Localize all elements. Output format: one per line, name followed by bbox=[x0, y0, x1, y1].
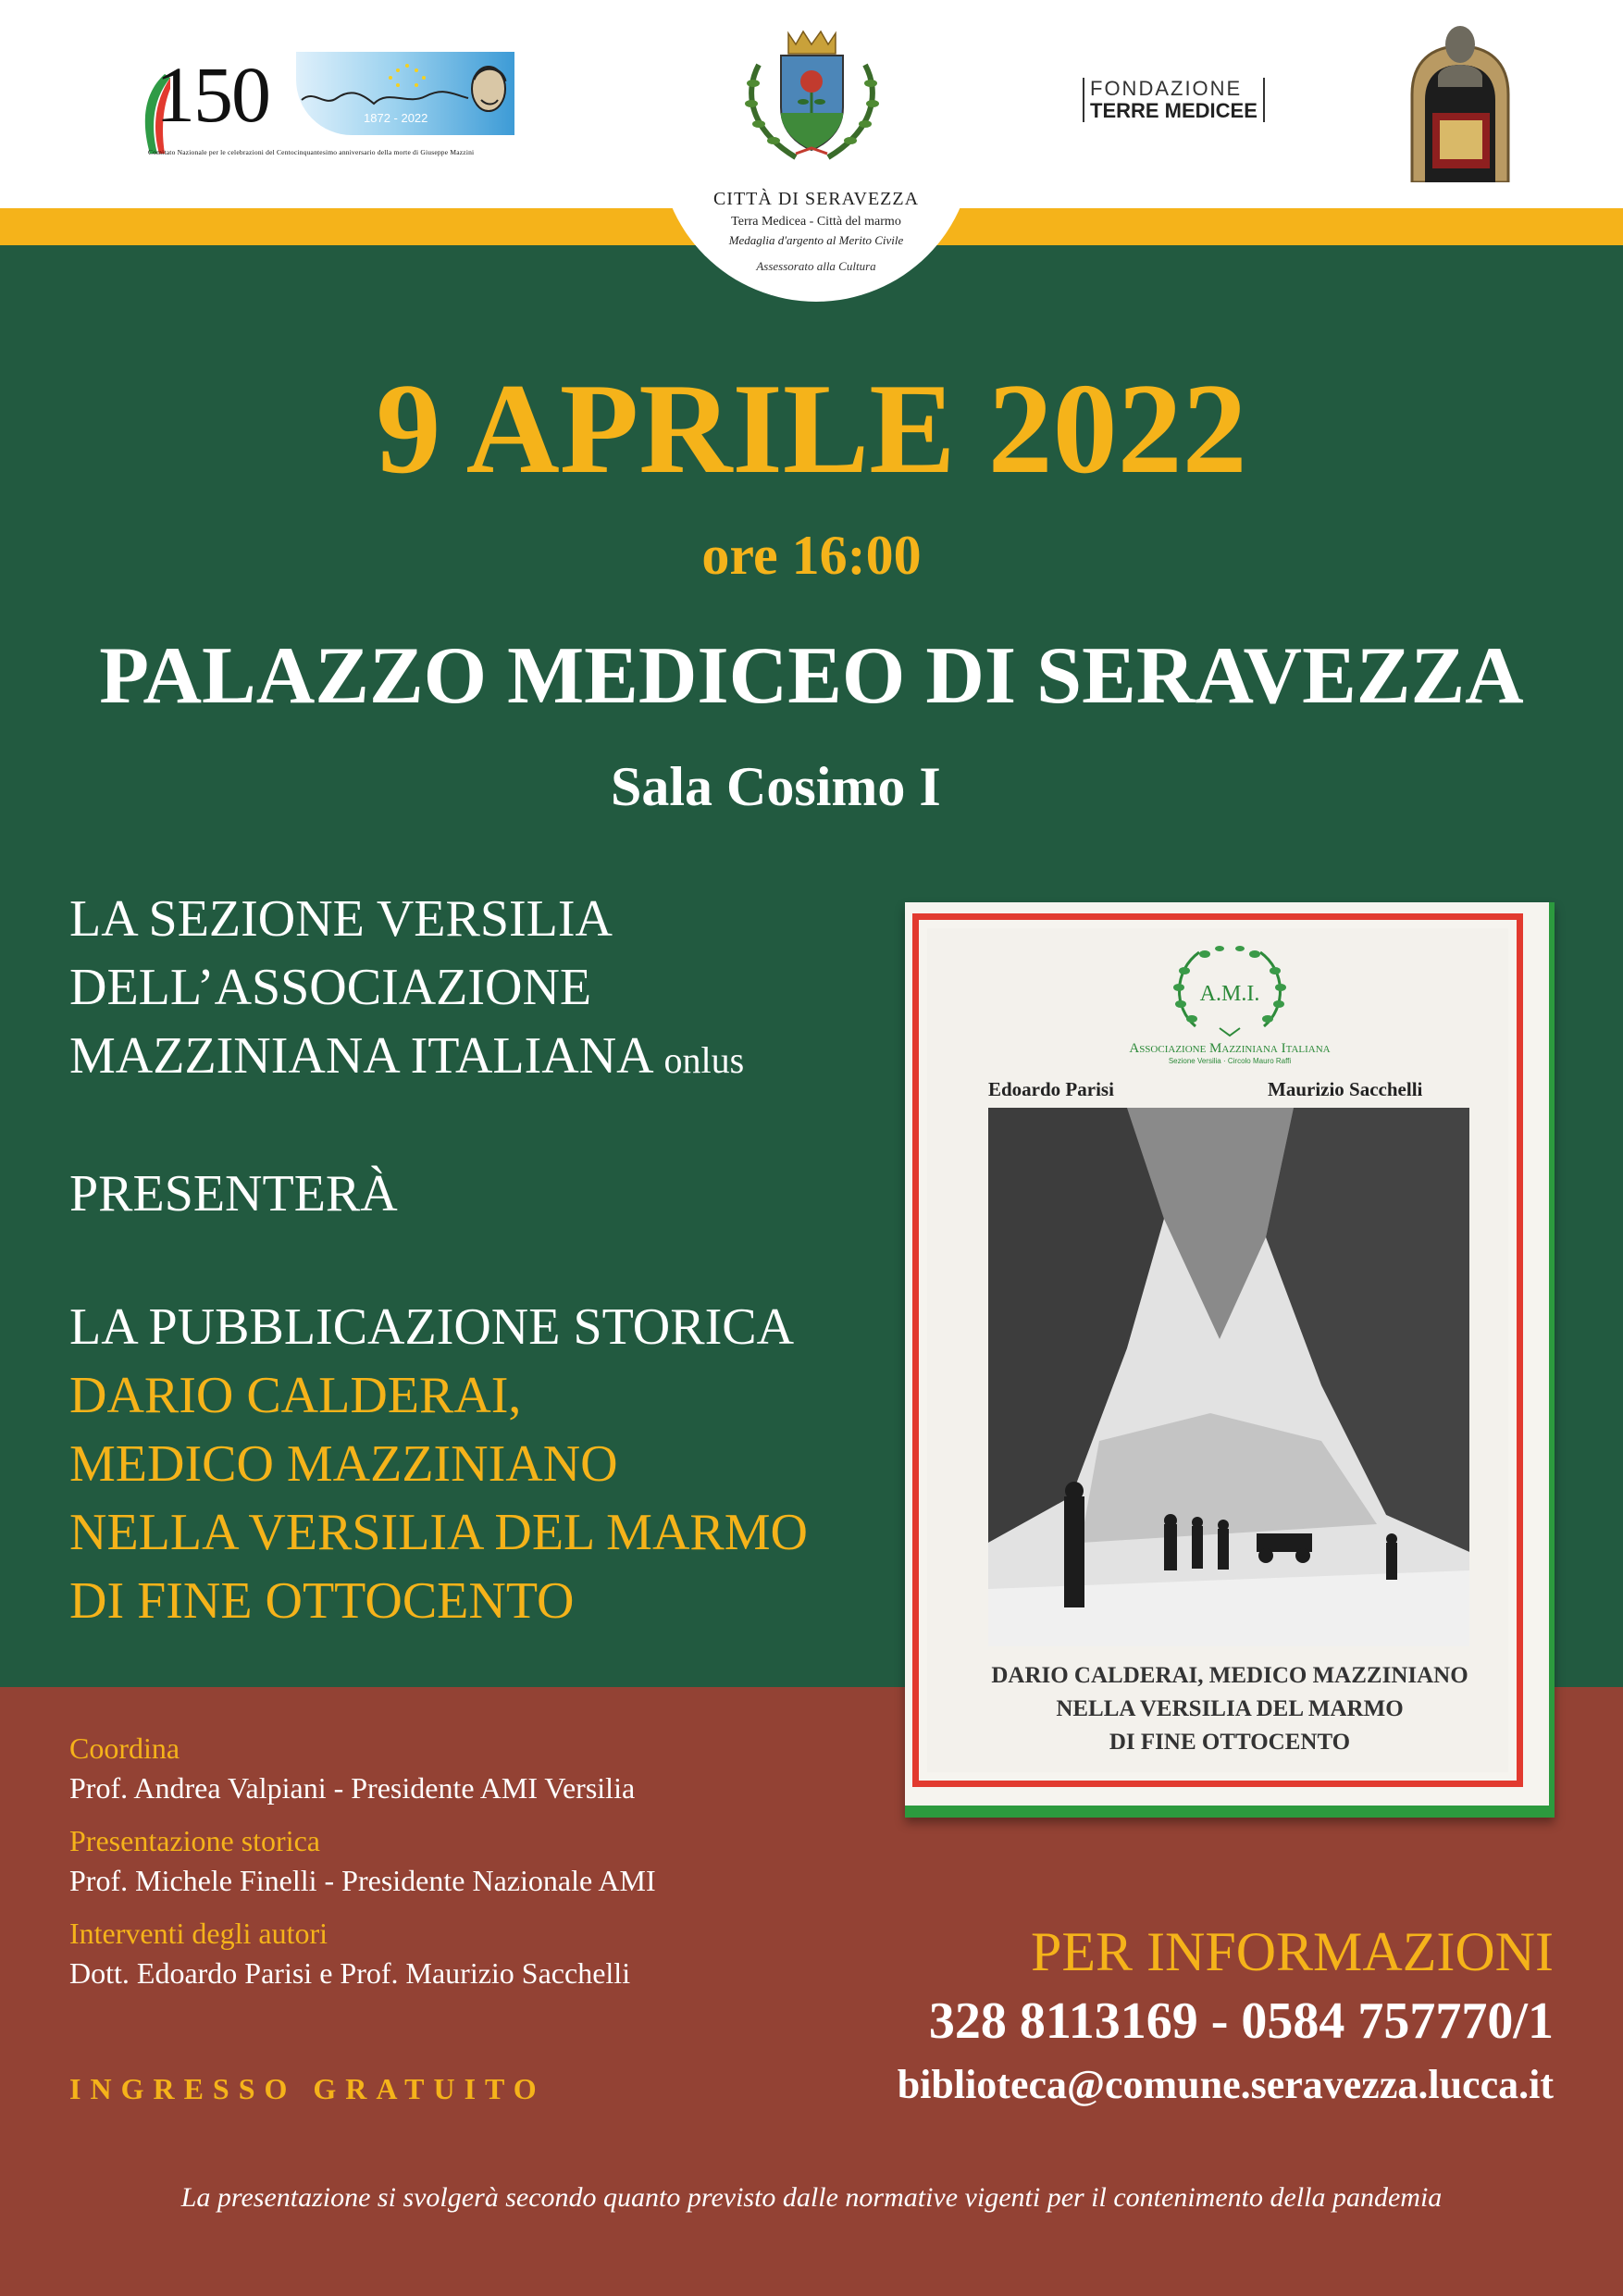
book-author-left: Edoardo Parisi bbox=[988, 1078, 1114, 1100]
bust-shrine-logo-icon bbox=[1405, 20, 1516, 182]
publication-intro: LA PUBBLICAZIONE STORICA bbox=[69, 1298, 795, 1356]
announcement-block bbox=[69, 885, 744, 1095]
comune-name: CITTÀ DI SERAVEZZA bbox=[712, 189, 920, 209]
publication-title-line: MEDICO MAZZINIANO bbox=[69, 1435, 618, 1493]
event-venue: PALAZZO MEDICEO DI SERAVEZZA bbox=[99, 631, 1524, 721]
info-email[interactable]: biblioteca@comune.seravezza.lucca.it bbox=[897, 2062, 1554, 2107]
program-value-presentazione: Prof. Michele Finelli - Presidente Nazionale AMI bbox=[69, 1864, 656, 1897]
fondazione-line1: FONDAZIONE bbox=[1090, 77, 1243, 100]
book-author-right: Maurizio Sacchelli bbox=[1268, 1078, 1423, 1100]
program-list bbox=[69, 1731, 656, 1995]
seravezza-coat-of-arms-icon bbox=[740, 28, 884, 167]
admission-note: INGRESSO GRATUITO bbox=[69, 2072, 546, 2105]
event-time: ore 16:00 bbox=[701, 525, 922, 586]
announcement-verb: PRESENTERÀ bbox=[69, 1165, 398, 1222]
book-section: Sezione Versilia · Circolo Mauro Raffi bbox=[1168, 1057, 1292, 1065]
fondazione-line2: TERRE MEDICEE bbox=[1090, 99, 1258, 122]
ami-wreath-logo-icon bbox=[1168, 943, 1292, 1039]
program-label-coordina: Coordina bbox=[69, 1731, 180, 1765]
program-label-interventi: Interventi degli autori bbox=[69, 1917, 328, 1950]
quarry-photo bbox=[988, 1108, 1469, 1646]
publication-title-line: NELLA VERSILIA DEL MARMO bbox=[69, 1504, 808, 1561]
mazzini-150-logo bbox=[137, 48, 516, 168]
logo-years: 1872 - 2022 bbox=[364, 111, 428, 125]
info-phones: 328 8113169 - 0584 757770/1 bbox=[928, 1992, 1554, 2050]
book-title-line: DI FINE OTTOCENTO bbox=[1109, 1730, 1351, 1755]
comune-subtitle: Terra Medicea - Città del marmo bbox=[731, 215, 901, 229]
org-line1: LA SEZIONE VERSILIA bbox=[69, 890, 613, 948]
fondazione-terre-medicee-logo bbox=[1083, 78, 1265, 122]
book-title-line: NELLA VERSILIA DEL MARMO bbox=[1056, 1696, 1404, 1721]
covid-disclaimer: La presentazione si svolgerà secondo quanto previsto dalle normative vigenti per il contenimento della pandemia bbox=[180, 2182, 1443, 2213]
comitato-caption: Comitato Nazionale per le celebrazioni del Centocinquantesimo anniversario della morte di Giuseppe Mazzini bbox=[148, 148, 475, 156]
book-title-line: DARIO CALDERAI, MEDICO MAZZINIANO bbox=[991, 1663, 1468, 1688]
program-value-coordina: Prof. Andrea Valpiani - Presidente AMI Versilia bbox=[69, 1771, 636, 1805]
org-line2: DELL’ASSOCIAZIONE bbox=[69, 959, 592, 1016]
info-heading: PER INFORMAZIONI bbox=[1030, 1921, 1554, 1982]
comune-office: Assessorato alla Cultura bbox=[756, 259, 876, 273]
org-suffix: onlus bbox=[663, 1039, 745, 1081]
publication-title-line: DARIO CALDERAI, bbox=[69, 1367, 522, 1424]
book-association: Associazione Mazziniana Italiana bbox=[1129, 1041, 1331, 1056]
publication-block bbox=[69, 1293, 808, 1635]
org-line3: MAZZINIANA ITALIANA bbox=[69, 1027, 651, 1085]
event-room: Sala Cosimo I bbox=[611, 756, 941, 817]
logo-150-number: 150 bbox=[155, 50, 269, 139]
book-title bbox=[905, 1659, 1555, 1759]
comune-medal: Medaglia d'argento al Merito Civile bbox=[728, 233, 904, 247]
book-cover bbox=[905, 902, 1555, 1818]
program-value-interventi: Dott. Edoardo Parisi e Prof. Maurizio Sacchelli bbox=[69, 1956, 631, 1990]
org-line3-wrap bbox=[69, 1022, 744, 1095]
event-date: 9 APRILE 2022 bbox=[376, 357, 1247, 501]
publication-title-line: DI FINE OTTOCENTO bbox=[69, 1572, 575, 1630]
ami-logo-text: A.M.I. bbox=[1199, 982, 1260, 1006]
program-label-presentazione: Presentazione storica bbox=[69, 1824, 320, 1857]
